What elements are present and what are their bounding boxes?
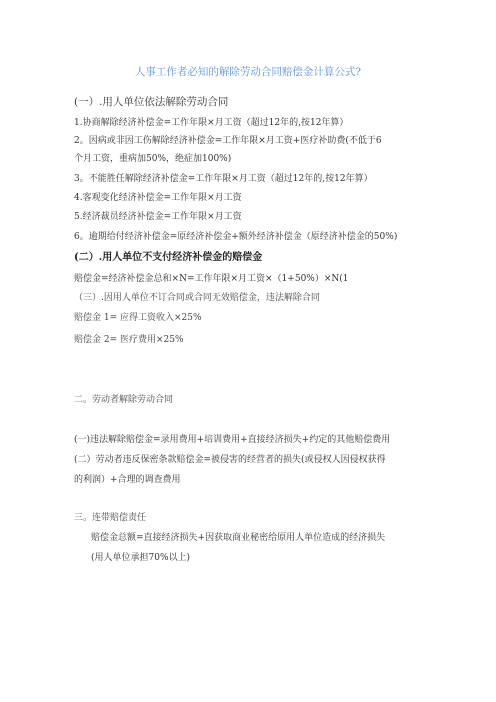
section4-heading: 三。连带赔偿责任 [74,513,147,523]
section1-item: 个月工资，重病加50%，绝症加100%) [74,154,232,164]
section2-line: 赔偿金 2= 医疗费用×25% [74,335,184,345]
section4-line: 赔偿金总额=直接经济损失+因获取商业秘密给原用人单位造成的经济损失 [91,533,386,543]
section1-item: 6。逾期给付经济补偿金=原经济补偿金+额外经济补偿金（原经济补偿金的50%) [74,232,398,242]
section1-item: 5.经济裁员经济补偿金=工作年限×月工资 [74,212,242,222]
document-title: 人事工作者必知的解除劳动合同赔偿金计算公式? [134,66,362,78]
section2-formula: 赔偿金=经济补偿金总和×N=工作年限×月工资×（1+50%）×N(1 [74,274,349,284]
section2-heading: (二）.用人单位不支付经济补偿金的赔偿金 [74,252,263,263]
section2-subheading: （三）.因用人单位不订合同或合同无效赔偿金，违法解除合同 [74,293,320,303]
section4-line: (用人单位承担70%以上) [91,553,191,563]
section3-line: (一)违法解除赔偿金=录用费用+培训费用+直接经济损失+约定的其他赔偿费用 [74,435,391,445]
section3-heading: 二。劳动者解除劳动合同 [74,395,174,405]
section1-item: 4.客观变化经济补偿金=工作年限×月工资 [74,193,242,203]
section1-item: 2。因病或非因工伤解除经济补偿金=工作年限×月工资+医疗补助费(不低于6 [74,136,382,146]
section1-item: 3。不能胜任解除经济补偿金=工作年限×月工资（超过12年的,按12年算） [74,174,373,184]
section3-line: 的利润）+合理的调查费用 [74,475,181,485]
section1-heading: (一）.用人单位依法解除劳动合同 [74,96,229,108]
section3-line: (二）劳动者违反保密条款赔偿金=被侵害的经营者的损失(或侵权人因侵权获得 [74,455,386,465]
section2-line: 赔偿金 1= 应得工资收入×25% [74,313,202,323]
section1-item: 1.协商解除经济补偿金=工作年限×月工资（超过12年的,按12年算） [74,118,349,128]
